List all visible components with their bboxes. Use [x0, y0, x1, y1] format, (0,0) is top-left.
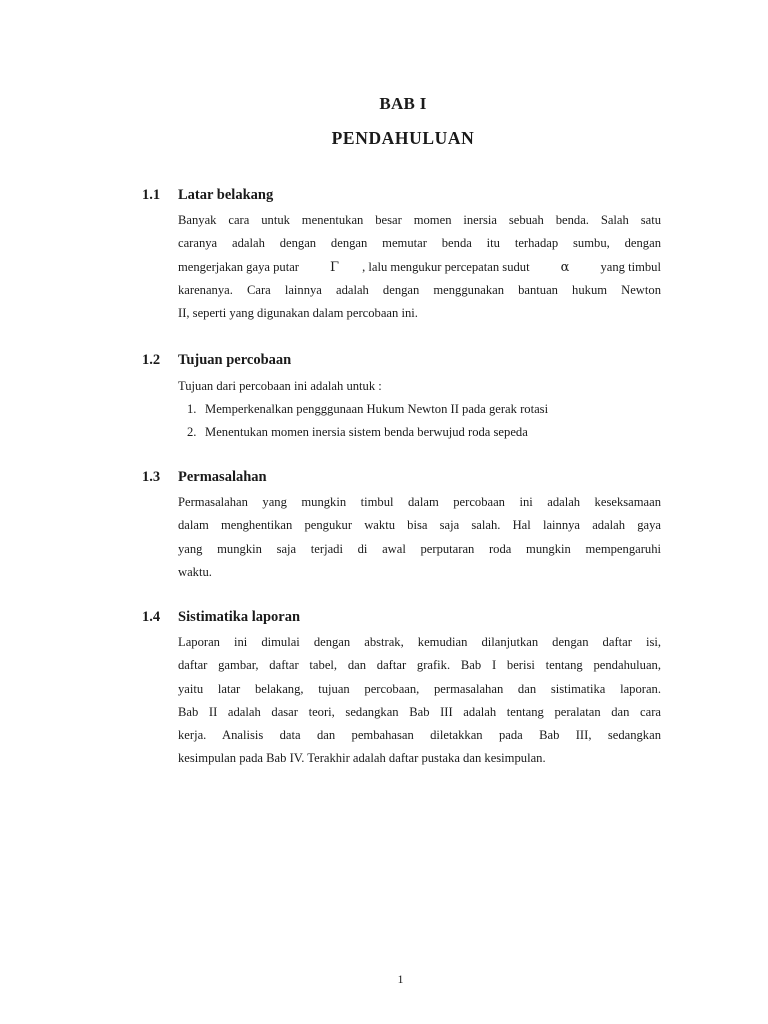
- paragraph-line: kerja. Analisis data dan pembahasan diletakkan pada Bab III, sedangkan: [178, 728, 661, 743]
- paragraph-latar-belakang: [178, 209, 661, 325]
- list-text: Menentukan momen inersia sistem benda berwujud roda sepeda: [205, 425, 528, 439]
- section-title: Permasalahan: [178, 469, 267, 485]
- gamma-symbol: Γ: [330, 259, 340, 275]
- text-segment: yang timbul: [600, 259, 661, 274]
- text-segment: mengerjakan gaya putar: [178, 259, 299, 274]
- paragraph-line: yaitu latar belakang, tujuan percobaan, permasalahan dan sistimatika laporan.: [178, 681, 661, 696]
- paragraph-line: Laporan ini dimulai dengan abstrak, kemudian dilanjutkan dengan daftar isi,: [178, 635, 661, 649]
- list-number: 2.: [187, 425, 197, 439]
- section-number: 1.1: [142, 187, 161, 203]
- list-item: [187, 402, 548, 417]
- paragraph-sistimatika-laporan: [178, 631, 661, 771]
- alpha-symbol: α: [560, 259, 570, 275]
- page-number: 1: [397, 972, 404, 986]
- section-number: 1.4: [142, 609, 161, 625]
- paragraph-permasalahan: [178, 491, 661, 584]
- paragraph-line: Bab II adalah dasar teori, sedangkan Bab III adalah tentang peralatan dan cara: [178, 704, 661, 719]
- section-number: 1.3: [142, 469, 161, 485]
- section-heading-permasalahan: [142, 469, 267, 486]
- paragraph-line: daftar gambar, daftar tabel, dan daftar grafik. Bab I berisi tentang pendahuluan,: [178, 658, 661, 673]
- list-intro: Tujuan dari percobaan ini adalah untuk :: [178, 379, 382, 393]
- section-heading-latar-belakang: [142, 187, 273, 204]
- paragraph-line-with-symbols: [178, 256, 661, 279]
- section-number: 1.2: [142, 352, 161, 368]
- list-text: Memperkenalkan pengggunaan Hukum Newton II pada gerak rotasi: [205, 402, 549, 416]
- paragraph-line: dalam menghentikan pengukur waktu bisa saja salah. Hal lainnya adalah gaya: [178, 518, 661, 533]
- section-title: Sistimatika laporan: [178, 609, 301, 625]
- chapter-title: PENDAHULUAN: [331, 128, 475, 148]
- section-title: Latar belakang: [178, 187, 274, 203]
- list-item: [187, 425, 528, 440]
- section-title: Tujuan percobaan: [178, 352, 292, 368]
- text-segment: , lalu mengukur percepatan sudut: [362, 259, 530, 274]
- section-heading-tujuan-percobaan: [142, 352, 291, 369]
- paragraph-line: Permasalahan yang mungkin timbul dalam percobaan ini adalah keseksamaan: [178, 495, 661, 509]
- paragraph-line: kesimpulan pada Bab IV. Terakhir adalah daftar pustaka dan kesimpulan.: [178, 751, 546, 766]
- paragraph-line: II, seperti yang digunakan dalam percobaan ini.: [178, 306, 418, 321]
- paragraph-line: caranya adalah dengan dengan memutar benda itu terhadap sumbu, dengan: [178, 236, 661, 251]
- paragraph-line: karenanya. Cara lainnya adalah dengan menggunakan bantuan hukum Newton: [178, 282, 661, 297]
- paragraph-line: yang mungkin saja terjadi di awal perputaran roda mungkin mempengaruhi: [178, 541, 661, 556]
- paragraph-line: waktu.: [178, 564, 212, 579]
- list-number: 1.: [187, 402, 197, 416]
- paragraph-line: Banyak cara untuk menentukan besar momen inersia sebuah benda. Salah satu: [178, 213, 661, 227]
- section-heading-sistimatika-laporan: [142, 609, 300, 626]
- chapter-number: BAB I: [379, 94, 427, 113]
